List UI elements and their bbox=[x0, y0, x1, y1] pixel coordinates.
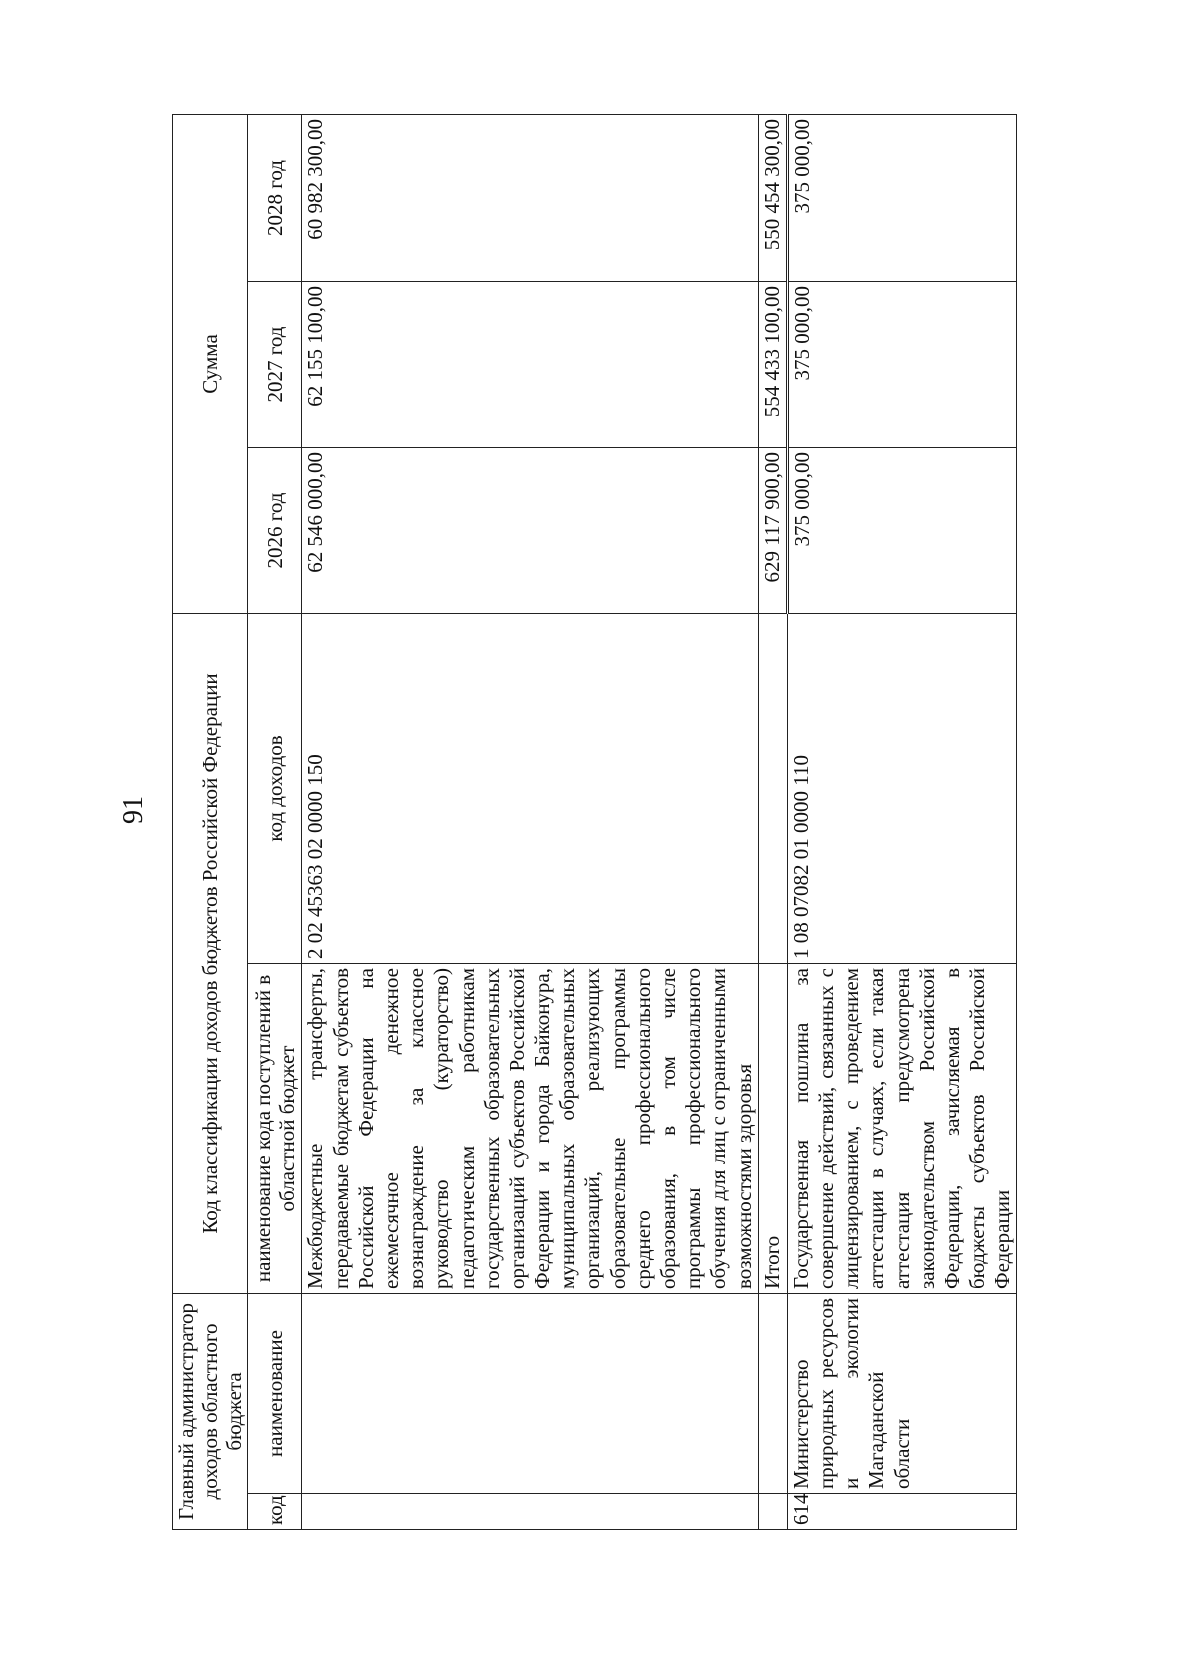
header-2028: 2028 год bbox=[248, 114, 302, 281]
income-code-cell: 1 08 07082 01 0000 110 bbox=[787, 613, 1017, 963]
header-code: код bbox=[248, 1494, 302, 1530]
amount-2028-cell: 375 000,00 bbox=[787, 114, 1017, 281]
header-2027: 2027 год bbox=[248, 281, 302, 447]
rotated-table-container bbox=[172, 115, 1094, 1530]
total-income-code-cell bbox=[758, 613, 787, 963]
page-number: 91 bbox=[118, 796, 149, 824]
header-sum: Сумма bbox=[173, 114, 248, 613]
total-label: Итого bbox=[758, 964, 787, 1294]
admin-name-cell: Министерство природных ресурсов и экологии Магаданской области bbox=[787, 1294, 1017, 1494]
header-main-admin: Главный администратор доходов областного бюджета bbox=[173, 1294, 248, 1530]
total-admin-cell bbox=[758, 1294, 787, 1494]
header-income-name: наименование кода поступлений в областной бюджет bbox=[248, 964, 302, 1294]
header-classification: Код классификации доходов бюджетов Российской Федерации bbox=[173, 613, 248, 1293]
amount-2026-cell: 62 546 000,00 bbox=[302, 447, 758, 613]
header-income-code: код доходов bbox=[248, 613, 302, 963]
total-2026-cell: 629 117 900,00 bbox=[758, 447, 787, 613]
header-group-row bbox=[173, 114, 248, 1529]
amount-2026-cell: 375 000,00 bbox=[787, 447, 1017, 613]
total-row bbox=[758, 114, 787, 1529]
total-2028-cell: 550 454 300,00 bbox=[758, 114, 787, 281]
table-row bbox=[302, 114, 758, 1529]
admin-name-cell bbox=[302, 1294, 758, 1494]
header-2026: 2026 год bbox=[248, 447, 302, 613]
total-code-cell bbox=[758, 1494, 787, 1530]
header-column-row bbox=[248, 114, 302, 1529]
amount-2027-cell: 375 000,00 bbox=[787, 281, 1017, 447]
header-name: наименование bbox=[248, 1294, 302, 1494]
income-code-cell: 2 02 45363 02 0000 150 bbox=[302, 613, 758, 963]
amount-2027-cell: 62 155 100,00 bbox=[302, 281, 758, 447]
admin-code-cell bbox=[302, 1494, 758, 1530]
budget-table bbox=[172, 114, 1017, 1530]
amount-2028-cell: 60 982 300,00 bbox=[302, 114, 758, 281]
table-row bbox=[787, 114, 1017, 1529]
total-2027-cell: 554 433 100,00 bbox=[758, 281, 787, 447]
income-name-cell: Межбюджетные трансферты, передаваемые бюджетам субъектов Российской Федерации на ежемесячное денежное вознаграждение за классное руководство (кураторство) педагогическим работникам государственных образовательных организаций субъектов Российской Федерации и города Байконура, муниципальных образовательных организаций, реализующих образовательные программы среднего профессионального образования, в том числе программы профессионального обучения для лиц с ограниченными возможностями здоровья bbox=[302, 964, 758, 1294]
admin-code-cell: 614 bbox=[787, 1494, 1017, 1530]
income-name-cell: Государственная пошлина за совершение действий, связанных с лицензированием, с проведением аттестации в случаях, если такая аттестация предусмотрена законодательством Российской Федерации, зачисляемая в бюджеты субъектов Российской Федерации bbox=[787, 964, 1017, 1294]
